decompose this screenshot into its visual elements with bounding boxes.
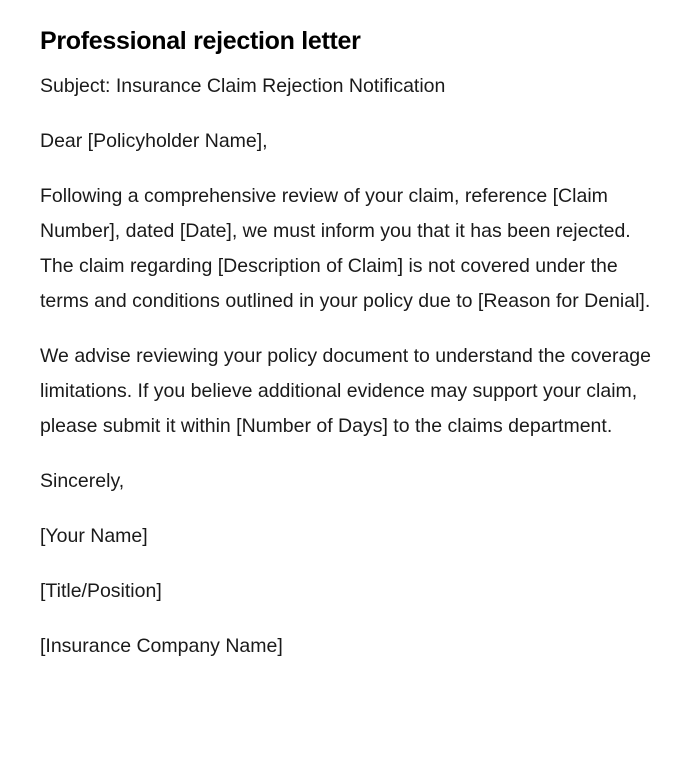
letter-document	[40, 24, 660, 664]
greeting: Dear [Policyholder Name],	[40, 130, 268, 152]
company-name: [Insurance Company Name]	[40, 635, 283, 657]
subject-line: Subject: Insurance Claim Rejection Notification	[40, 75, 446, 97]
body-paragraph-1: Following a comprehensive review of your claim, reference [Claim Number], dated [Date], we must inform you that it has been rejected. The claim regarding [Description of Claim] is not covered under the terms and conditions outlined in your policy due to [Reason for Denial].	[40, 185, 651, 312]
signer-title: [Title/Position]	[40, 580, 162, 602]
closing: Sincerely,	[40, 470, 125, 492]
body-paragraph-2: We advise reviewing your policy document to understand the coverage limitations. If you believe additional evidence may support your claim, please submit it within [Number of Days] to the claims department.	[40, 345, 651, 437]
document-title: Professional rejection letter	[40, 27, 361, 55]
signer-name: [Your Name]	[40, 525, 148, 547]
